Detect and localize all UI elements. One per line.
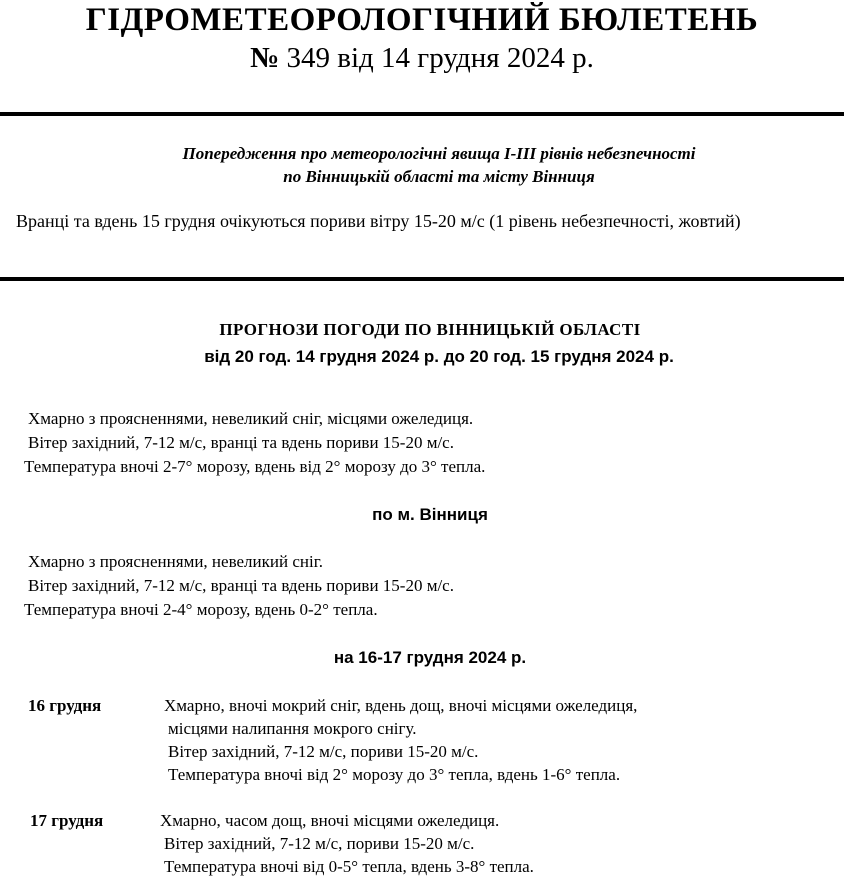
region-line: Хмарно з проясненнями, невеликий сніг, місцями ожеледиця. [28,409,474,428]
city-line: Температура вночі 2-4° морозу, вдень 0-2° тепла. [24,600,378,619]
outlook-heading: на 16-17 грудня 2024 р. [333,648,527,667]
bulletin-title: ГІДРОМЕТЕОРОЛОГІЧНИЙ БЮЛЕТЕНЬ [85,2,759,38]
forecast-title: ПРОГНОЗИ ПОГОДИ ПО ВІННИЦЬКІЙ ОБЛАСТІ [219,320,641,339]
city-heading: по м. Вінниця [372,505,488,524]
day-line: місцями налипання мокрого снігу. [168,719,417,738]
city-line: Вітер західний, 7-12 м/с, вранці та вдень пориви 15-20 м/с. [28,576,454,595]
day-line: Хмарно, вночі мокрий сніг, вдень дощ, вночі місцями ожеледиця, [164,696,638,715]
forecast-period: від 20 год. 14 грудня 2024 р. до 20 год. 15 грудня 2024 р. [204,347,674,366]
region-line: Температура вночі 2-7° морозу, вдень від 2° морозу до 3° тепла. [24,457,486,476]
divider-top [0,112,844,116]
day-line: Температура вночі від 2° морозу до 3° тепла, вдень 1-6° тепла. [168,765,621,784]
day-line: Вітер західний, 7-12 м/с, пориви 15-20 м/с. [164,834,475,853]
divider-bottom [0,277,844,281]
issue-number: 349 [286,42,331,74]
day-label: 16 грудня [28,696,102,715]
warning-title-line-2: по Вінницькій області та місту Вінниця [283,167,595,186]
city-line: Хмарно з проясненнями, невеликий сніг. [28,552,324,571]
day-label: 17 грудня [30,811,104,830]
day-line: Вітер західний, 7-12 м/с, пориви 15-20 м/с. [168,742,479,761]
warning-title-line-1: Попередження про метеорологічні явища I-III рівнів небезпечності [182,144,696,163]
day-line: Хмарно, часом дощ, вночі місцями ожеледиця. [160,811,500,830]
region-line: Вітер західний, 7-12 м/с, вранці та вдень пориви 15-20 м/с. [28,433,454,452]
issue-line [0,42,844,75]
number-sign: № [250,42,280,74]
warning-text: Вранці та вдень 15 грудня очікуються пориви вітру 15-20 м/с (1 рівень небезпечності, жовтий) [16,211,741,231]
day-line: Температура вночі від 0-5° тепла, вдень 3-8° тепла. [164,857,534,876]
issue-date: від 14 грудня 2024 р. [337,42,594,74]
warning-title [0,142,844,188]
